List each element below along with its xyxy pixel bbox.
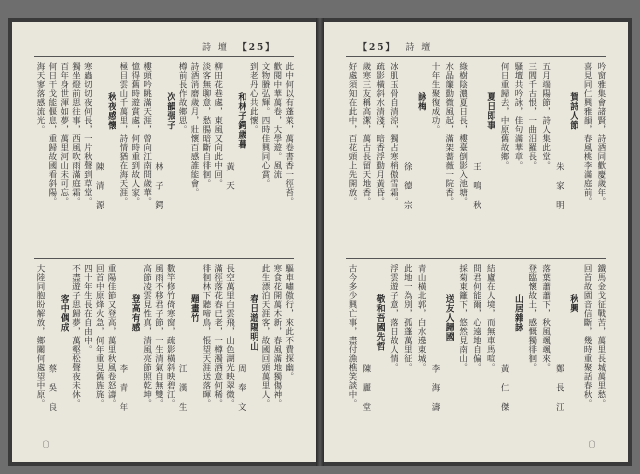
text-column: 柳田花巷處，東風又向此中回。 bbox=[212, 62, 223, 188]
middle-rule bbox=[34, 258, 294, 259]
text-column: 吟窗雅集會諸賢，詩酒同歡慶歲年。 bbox=[595, 62, 606, 206]
poem-author: 李 海 濤 bbox=[429, 364, 440, 415]
text-column: 浮雲遊子意，落日故人情。 bbox=[388, 264, 399, 372]
text-column: 驅車嘯傲行，來此不費探幽。 bbox=[283, 264, 294, 381]
poem-title: 春日遊陽明山 bbox=[248, 294, 259, 351]
poem-title: 次韻張子 bbox=[165, 92, 176, 130]
left-page-header bbox=[202, 40, 280, 53]
left-page-footer: 〔〕 bbox=[38, 440, 54, 449]
text-column: 水晶簾動微風起，滿架薔薇一院香。 bbox=[443, 62, 454, 206]
text-column: 好處須知在此中，百花頭上先開放。 bbox=[347, 62, 357, 206]
text-column: 風雨不移君子節，一生清氣自無雙。 bbox=[153, 264, 164, 408]
text-column: 寒蟲切切夜何長，一片秋聲到草堂。 bbox=[82, 62, 93, 206]
text-column: 不盡遊子思歸夢，萬壑松聲夜未休。 bbox=[70, 264, 81, 408]
text-column: 滿徑落花春已老，一樽濁酒意何稀。 bbox=[212, 264, 223, 408]
text-column: 海天寥落感流光。 bbox=[35, 62, 45, 134]
text-column: 詩酒消磨歲月，壯懷百感誰能會。 bbox=[188, 62, 199, 197]
poem-title: 賀詩人節 bbox=[568, 92, 579, 130]
left-bottom-text-block bbox=[34, 264, 294, 458]
text-column: 何日干戈能偃息，重歸故國看斜陽。 bbox=[46, 62, 57, 206]
text-column: 重陽佳節又登高，萬里秋風卷怒濤。 bbox=[106, 264, 117, 408]
text-column: 疏影橫斜水清淺，暗香浮動月黃昏。 bbox=[374, 62, 385, 206]
left-page-number: 【25】 bbox=[237, 43, 277, 53]
text-column: 十年生聚復成功。 bbox=[429, 62, 440, 134]
right-bottom-text-block bbox=[346, 264, 606, 458]
text-column: 極目雲山千萬里，詩情猶在海天涯。 bbox=[117, 62, 128, 206]
left-top-text-block bbox=[34, 62, 294, 256]
middle-rule bbox=[346, 258, 606, 259]
right-page-number: 【25】 bbox=[358, 43, 397, 53]
right-page-title: 詩 壇 bbox=[405, 43, 433, 53]
text-column: 喜見同仁興雅韻，春風桃李滿庭前。 bbox=[582, 62, 593, 206]
text-column: 文物賸弘輝。四時佳興同心賞。 bbox=[260, 62, 271, 188]
text-column: 徘徊林下聽啼鳥，悵望天涯送落暉。 bbox=[200, 264, 211, 408]
text-column: 淡客無聊意，愁腸暗斷自徘徊。 bbox=[200, 62, 211, 188]
text-column: 到老丹心共此懷。 bbox=[248, 62, 259, 134]
text-column: 何日重歸去，中原舊故鄉。 bbox=[499, 62, 510, 170]
text-column: 回首故園音信斷，幾時重聚話春秋。 bbox=[582, 264, 593, 408]
header-rule bbox=[34, 56, 294, 57]
text-column: 百年身世渾如夢，萬里河山未可忘。 bbox=[58, 62, 69, 206]
text-column: 騷壇共吟詠，佳句滿華章。 bbox=[512, 62, 523, 170]
text-column: 寒食花開萬木新，春風滿地獨傷神。 bbox=[271, 264, 282, 408]
text-column: 三閭千古恨，一曲汨羅長。 bbox=[526, 62, 537, 170]
poem-title: 詠梅 bbox=[416, 92, 427, 111]
poem-title: 和林子鍔歲暮 bbox=[236, 92, 247, 149]
book-spread bbox=[8, 18, 632, 466]
text-column: 大陸同胞盼解放，鄉關何處望中原。 bbox=[35, 264, 45, 408]
poem-author: 王 鳴 秋 bbox=[471, 162, 482, 213]
poem-author: 朱 家 明 bbox=[554, 162, 565, 213]
poem-author: 陳 清 源 bbox=[94, 162, 105, 213]
text-column: 此生漂泊天涯客，故國回頭萬里人。 bbox=[260, 264, 271, 408]
text-column: 四十年生長在自由中。 bbox=[82, 264, 93, 354]
book-gutter bbox=[316, 18, 324, 466]
text-column: 樽前長作故鄉思。 bbox=[177, 62, 188, 134]
left-page-title: 詩 壇 bbox=[202, 43, 229, 53]
right-top-text-block bbox=[346, 62, 606, 256]
poem-author: 徐 德 宗 bbox=[402, 162, 413, 213]
poem-title: 送友人歸國 bbox=[443, 294, 454, 342]
text-column: 冰肌玉骨自清涼，獨占寒梢傲雪霜。 bbox=[388, 62, 399, 206]
left-page bbox=[12, 22, 316, 462]
poem-title: 客中偶成 bbox=[58, 294, 69, 332]
poem-author: 黃 天 bbox=[224, 162, 235, 194]
text-column: 鐵馬金戈征戰苦，萬里長城萬里愁。 bbox=[595, 264, 606, 408]
text-column: 五月端陽節，詩人集此堂。 bbox=[540, 62, 551, 170]
poem-author: 周 奉 文 bbox=[236, 364, 247, 415]
text-column: 登臨懷故土，感慨獨徘徊。 bbox=[526, 264, 537, 372]
text-column: 獨坐燈前思往事，西風吹雨滿庭霜。 bbox=[70, 62, 81, 206]
poem-title: 夏日即事 bbox=[485, 92, 496, 130]
poem-author: 陳 麗 堂 bbox=[360, 364, 371, 415]
poem-author: 林 子 鍔 bbox=[153, 162, 164, 213]
poem-title: 山居雜詠 bbox=[512, 294, 523, 332]
poem-author: 江 漢 生 bbox=[177, 364, 188, 415]
text-column: 問君何能爾，心遠地自偏。 bbox=[471, 264, 482, 372]
text-column: 樓頭吟眺滿天涯，曾向江南問歲華。 bbox=[141, 62, 152, 206]
text-column: 歡閱中華萬卷，大學遊。風流 bbox=[271, 62, 282, 179]
text-column: 回首中原烽火急，何年重見舊旌旄。 bbox=[94, 264, 105, 408]
text-column: 憶得舊時遊賞處，何時重到故人家。 bbox=[129, 62, 140, 206]
text-column: 歲寒三友稱高潔，萬古長留天地香。 bbox=[360, 62, 371, 206]
text-column: 數竿修竹倚寒窗，疏影橫斜映碧江。 bbox=[165, 264, 176, 408]
right-page-header bbox=[354, 40, 432, 53]
text-column: 落葉蕭蕭下，秋風颯颯來。 bbox=[540, 264, 551, 372]
poem-author: 蔡 吳 良 bbox=[46, 364, 57, 415]
text-column: 古今多少興亡事，盡付漁樵笑談中。 bbox=[347, 264, 357, 408]
poem-author: 黃 仁 傑 bbox=[499, 364, 510, 415]
text-column: 此地一為別，孤蓬萬里征。 bbox=[402, 264, 413, 372]
poem-title: 秋夜感懷 bbox=[106, 92, 117, 130]
text-column: 結廬在人境，而無車馬喧。 bbox=[485, 264, 496, 372]
poem-title: 登高有感 bbox=[129, 294, 140, 332]
poem-title: 題畫竹 bbox=[188, 294, 199, 323]
text-column: 綠樹陰濃夏日長，樓臺倒影入池塘。 bbox=[457, 62, 468, 206]
poem-author: 鄭 長 江 bbox=[554, 364, 565, 415]
poem-author: 李 青 年 bbox=[117, 364, 128, 415]
text-column: 此中何以有蓬萊，萬卷書香一徑苔。 bbox=[283, 62, 294, 206]
text-column: 採菊東籬下，悠然見南山。 bbox=[457, 264, 468, 372]
text-column: 高節凌雲見性真，清風亮節照乾坤。 bbox=[141, 264, 152, 408]
right-page bbox=[324, 22, 628, 462]
poem-title: 秋興 bbox=[568, 294, 579, 313]
header-rule bbox=[346, 56, 606, 57]
text-column: 青山橫北郭，白水遶東城。 bbox=[416, 264, 427, 372]
poem-title: 敬和吾國先哲 bbox=[374, 294, 385, 351]
text-column: 長空萬里白雲飛，山色湖光映翠微。 bbox=[224, 264, 235, 408]
right-page-footer: 〔〕 bbox=[584, 440, 600, 449]
